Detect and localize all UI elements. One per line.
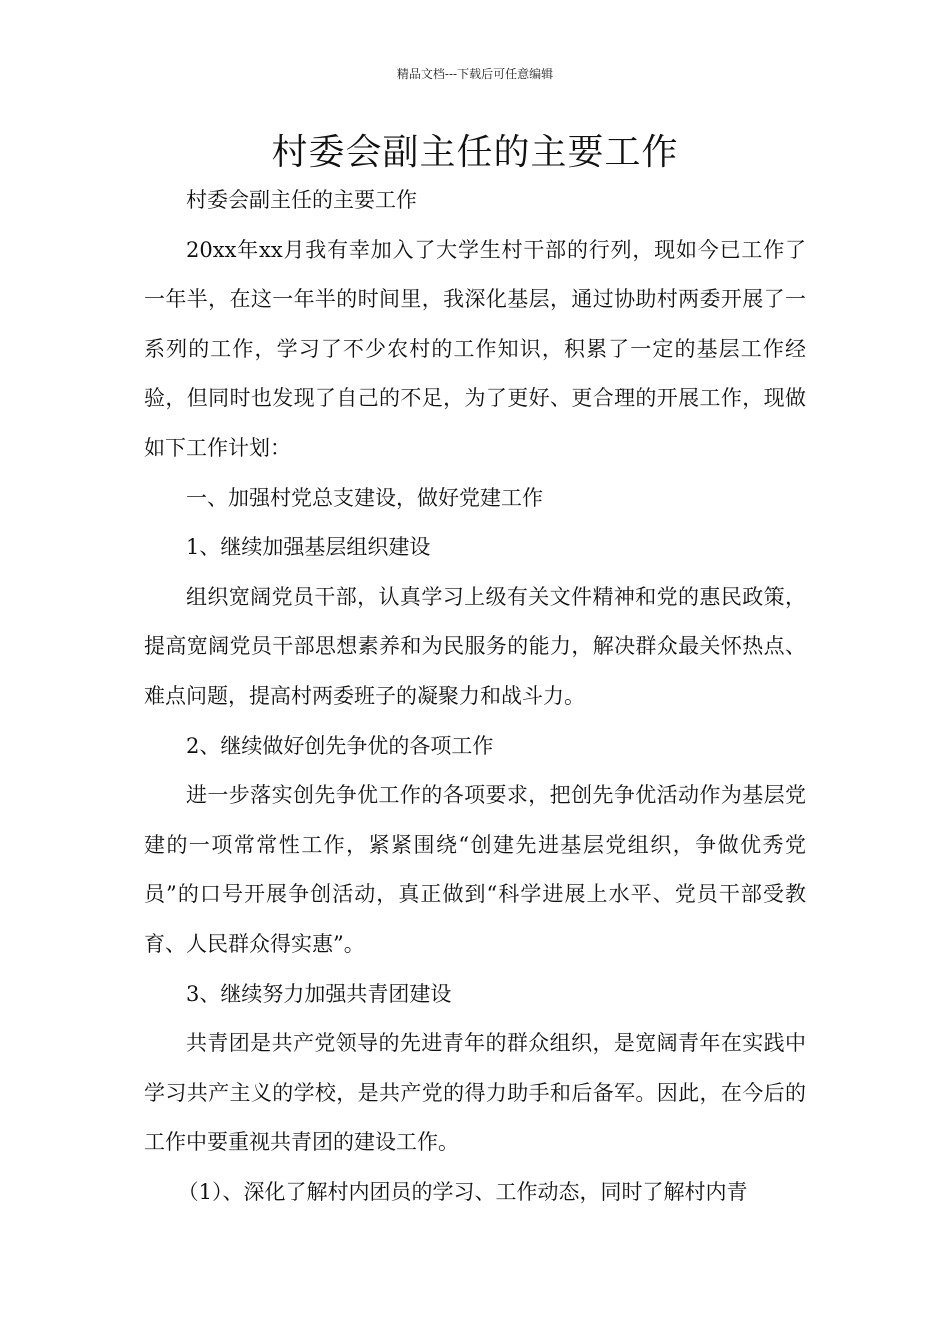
subsection-heading-1: 1、继续加强基层组织建设 — [186, 535, 431, 560]
subsection-heading-2: 2、继续做好创先争优的各项工作 — [186, 733, 494, 758]
paragraph-organization: 组织宽阔党员干部，认真学习上级有关文件精神和党的惠民政策，提高宽阔党员干部思想素养和为民服务的能力，解决群众最关怀热点、难点问题，提高村两委班子的凝聚力和战斗力。 — [144, 584, 806, 708]
paragraph-excellence: 进一步落实创先争优工作的各项要求，把创先争优活动作为基层党建的一项常常性工作，紧紧围绕“创建先进基层党组织，争做优秀党员”的口号开展争创活动，真正做到“科学进展上水平、党员干部受教育、人民群众得实惠”。 — [144, 783, 806, 956]
section-heading-1: 一、加强村党总支建设，做好党建工作 — [186, 485, 543, 510]
header-note: 精品文档---下载后可任意编辑 — [396, 67, 554, 81]
document-body — [144, 176, 806, 1217]
document-title: 村委会副主任的主要工作 — [271, 132, 679, 173]
paragraph-subtitle: 村委会副主任的主要工作 — [186, 188, 417, 212]
paragraph-intro: 20xx年xx月我有幸加入了大学生村干部的行列，现如今已工作了一年半，在这一年半的时间里，我深化基层，通过协助村两委开展了一系列的工作，学习了不少农村的工作知识，积累了一定的基层工作经验，但同时也发现了自己的不足，为了更好、更合理的开展工作，现做如下工作计划： — [144, 237, 806, 460]
paragraph-item-1: （1）、深化了解村内团员的学习、工作动态，同时了解村内青 — [177, 1179, 748, 1204]
paragraph-youth-league: 共青团是共产党领导的先进青年的群众组织，是宽阔青年在实践中学习共产主义的学校，是共产党的得力助手和后备军。因此，在今后的工作中要重视共青团的建设工作。 — [144, 1031, 806, 1155]
subsection-heading-3: 3、继续努力加强共青团建设 — [186, 981, 452, 1006]
